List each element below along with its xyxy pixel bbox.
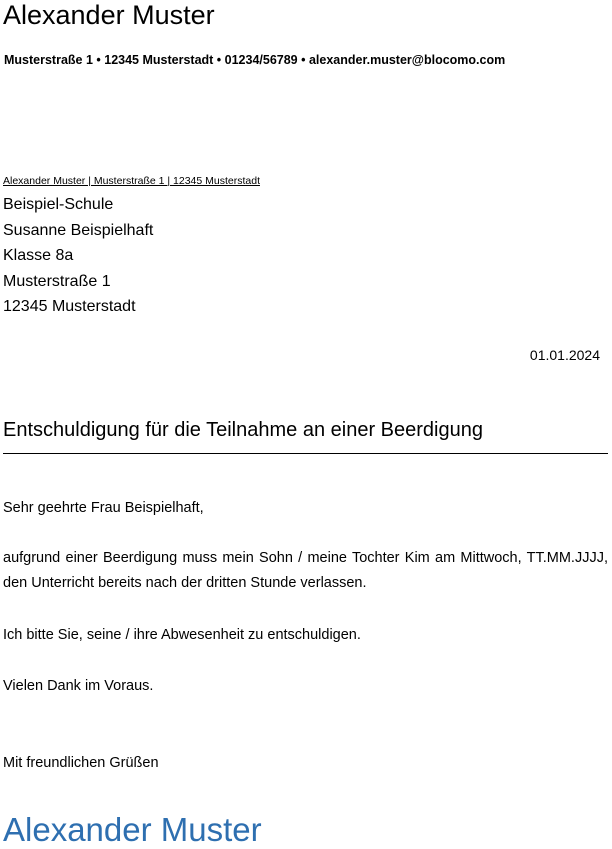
sender-contact-line: Musterstraße 1 • 12345 Musterstadt • 01234/56789 • alexander.muster@blocomo.com — [4, 53, 506, 67]
recipient-line-name: Susanne Beispielhaft — [3, 221, 154, 239]
subject-line: Entschuldigung für die Teilnahme an einer Beerdigung — [3, 419, 483, 441]
subject-divider — [3, 453, 608, 454]
recipient-line-city: 12345 Musterstadt — [3, 298, 136, 315]
recipient-address-block — [3, 192, 153, 320]
signature: Alexander Muster — [3, 811, 262, 848]
recipient-line-class: Klasse 8a — [3, 247, 74, 264]
body-paragraph-request: Ich bitte Sie, seine / ihre Abwesenheit zu entschuldigen. — [3, 627, 361, 643]
letter-date: 01.01.2024 — [529, 347, 600, 363]
salutation: Sehr geehrte Frau Beispielhaft, — [3, 500, 204, 516]
recipient-line-school: Beispiel-Schule — [3, 196, 114, 213]
body-paragraph-reason: aufgrund einer Beerdigung muss mein Sohn / meine Tochter Kim am Mittwoch, TT.MM.JJJJ, den Unterricht bereits nach der dritten Stunde verlassen. — [3, 550, 608, 591]
closing-phrase: Mit freundlichen Grüßen — [3, 755, 159, 771]
recipient-line-street: Musterstraße 1 — [3, 272, 111, 290]
sender-name: Alexander Muster — [3, 0, 215, 30]
return-address-line: Alexander Muster | Musterstraße 1 | 12345 Musterstadt — [3, 175, 260, 187]
body-paragraph-thanks: Vielen Dank im Voraus. — [3, 678, 154, 694]
